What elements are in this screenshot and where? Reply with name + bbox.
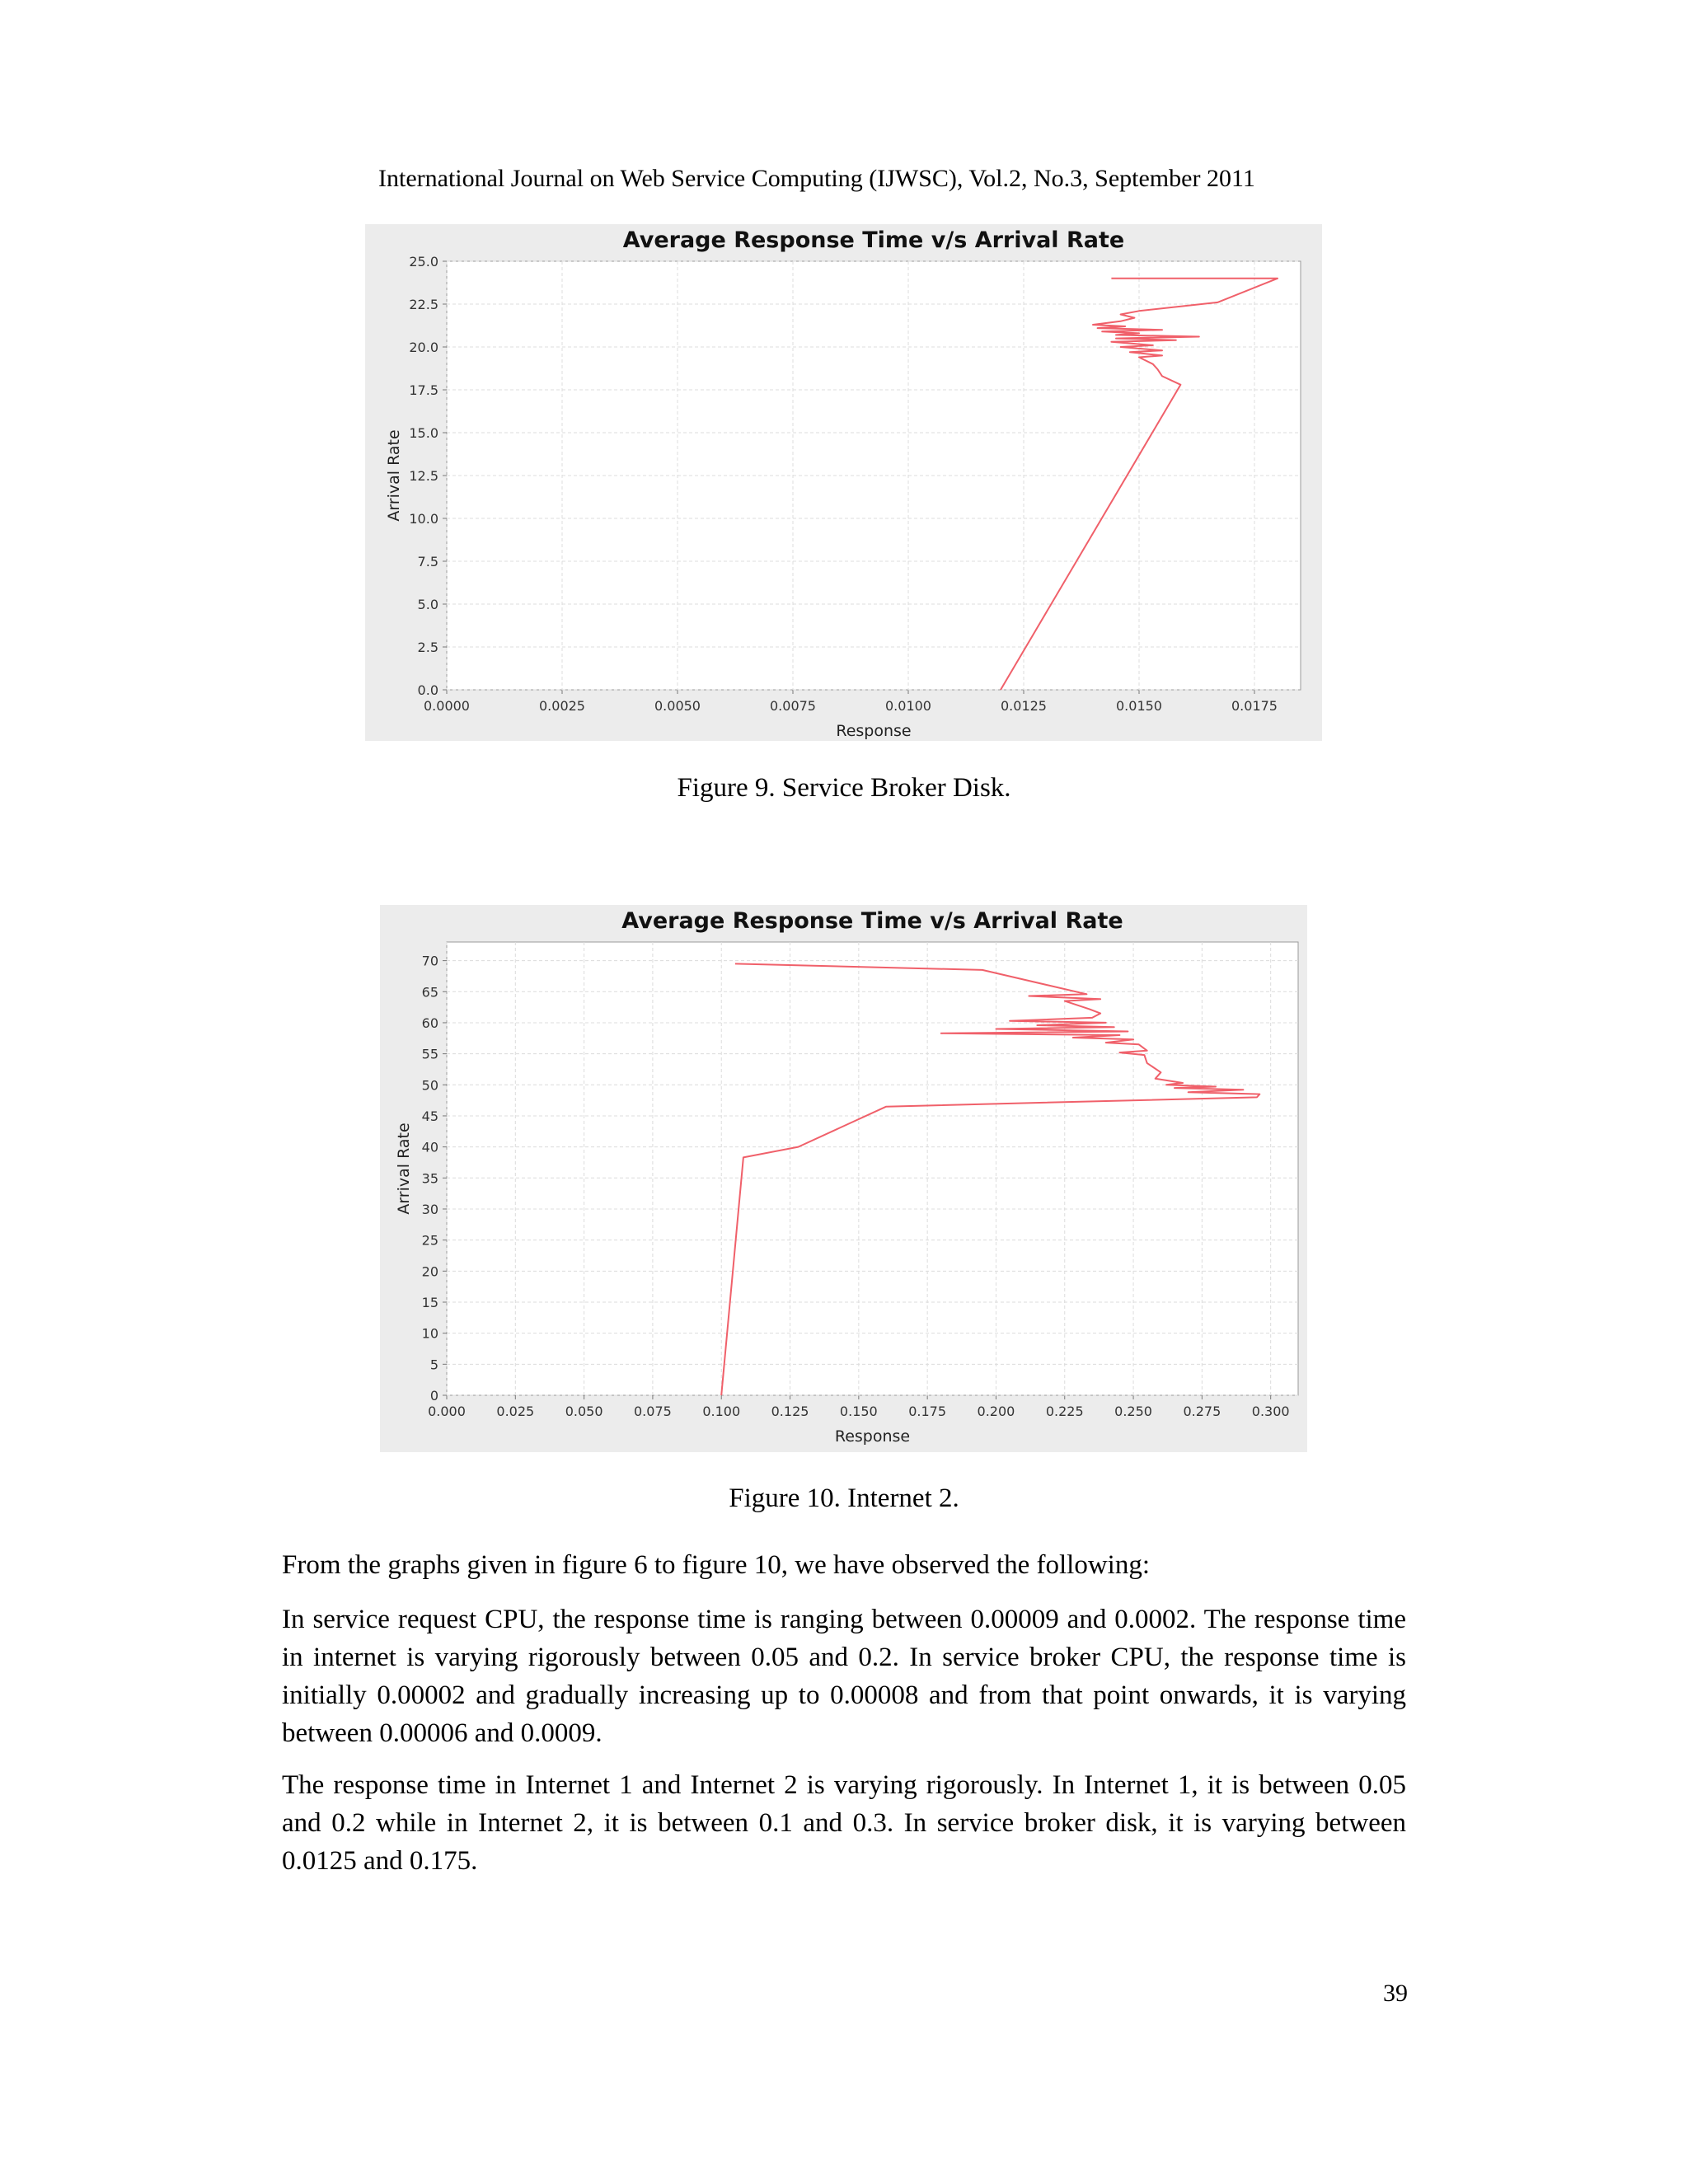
y-tick-label: 15 [421, 1294, 438, 1310]
y-tick-label: 17.5 [409, 382, 438, 398]
y-tick-label: 65 [421, 984, 438, 1001]
figure-9-chart [365, 224, 1322, 741]
x-axis-label: Response [836, 722, 912, 740]
x-axis-label: Response [834, 1427, 911, 1446]
chart-title: Average Response Time v/s Arrival Rate [622, 227, 1125, 253]
x-tick-label: 0.275 [1183, 1404, 1221, 1419]
y-tick-label: 10 [421, 1325, 438, 1342]
y-tick-label: 12.5 [409, 468, 438, 484]
y-tick-label: 70 [421, 953, 438, 969]
x-tick-label: 0.0175 [1231, 698, 1278, 714]
y-tick-label: 22.5 [409, 297, 438, 312]
y-tick-label: 30 [421, 1201, 438, 1217]
y-axis-label: Arrival Rate [395, 1122, 413, 1215]
figure-9-svg [365, 224, 1322, 741]
x-tick-label: 0.0125 [1001, 698, 1047, 714]
observation-paragraph-1: In service request CPU, the response time is ranging between 0.00009 and 0.0002. The response time in internet is varying rigorously between 0.05 and 0.2. In service broker CPU, the response time is initially 0.00002 and gradually increasing up to 0.00008 and from that point onwards, it is varying between 0.00006 and 0.0009. [282, 1605, 1406, 1748]
x-tick-label: 0.150 [839, 1404, 878, 1419]
x-tick-label: 0.0150 [1116, 698, 1162, 714]
y-tick-label: 60 [421, 1015, 438, 1031]
x-tick-label: 0.000 [428, 1404, 466, 1419]
x-tick-label: 0.025 [496, 1404, 535, 1419]
running-header: International Journal on Web Service Computing (IJWSC), Vol.2, No.3, September 2011 [378, 165, 1255, 192]
figure-10-chart [380, 905, 1307, 1452]
y-tick-label: 5.0 [417, 597, 438, 612]
observation-paragraph-2: The response time in Internet 1 and Internet 2 is varying rigorously. In Internet 1, it is between 0.05 and 0.2 while in Internet 2, it is between 0.1 and 0.3. In service broker disk, it is varying between 0.0125 and 0.175. [282, 1770, 1406, 1876]
x-tick-label: 0.125 [771, 1404, 809, 1419]
observation-intro: From the graphs given in figure 6 to figure 10, we have observed the following: [282, 1550, 1151, 1580]
y-tick-label: 40 [421, 1139, 438, 1155]
y-tick-label: 10.0 [409, 511, 438, 527]
y-tick-label: 35 [421, 1170, 438, 1187]
page-number: 39 [1383, 1980, 1408, 2007]
figure-10-caption: Figure 10. Internet 2. [729, 1483, 959, 1513]
x-tick-label: 0.0075 [770, 698, 816, 714]
y-tick-label: 7.5 [417, 554, 438, 569]
y-axis-label: Arrival Rate [385, 429, 403, 522]
x-tick-label: 0.300 [1251, 1404, 1290, 1419]
figure-10-svg [380, 905, 1307, 1452]
y-tick-label: 20 [421, 1263, 438, 1280]
x-tick-label: 0.0050 [654, 698, 701, 714]
y-tick-label: 50 [421, 1077, 438, 1094]
x-tick-label: 0.0000 [424, 698, 470, 714]
x-tick-label: 0.200 [977, 1404, 1015, 1419]
y-tick-label: 45 [421, 1108, 438, 1124]
x-tick-label: 0.250 [1114, 1404, 1152, 1419]
x-tick-label: 0.175 [908, 1404, 947, 1419]
y-tick-label: 5 [429, 1357, 438, 1373]
y-tick-label: 15.0 [409, 425, 438, 441]
y-tick-label: 25.0 [409, 254, 438, 269]
y-tick-label: 0.0 [417, 682, 438, 698]
y-tick-label: 55 [421, 1046, 438, 1062]
y-tick-label: 25 [421, 1232, 438, 1249]
x-tick-label: 0.100 [702, 1404, 741, 1419]
y-tick-label: 2.5 [417, 640, 438, 655]
y-tick-label: 0 [429, 1388, 438, 1404]
x-tick-label: 0.0100 [885, 698, 931, 714]
chart-title: Average Response Time v/s Arrival Rate [621, 908, 1123, 934]
x-tick-label: 0.225 [1045, 1404, 1084, 1419]
x-tick-label: 0.0025 [539, 698, 585, 714]
x-tick-label: 0.075 [634, 1404, 672, 1419]
plot-area [447, 942, 1298, 1395]
x-tick-label: 0.050 [565, 1404, 603, 1419]
y-tick-label: 20.0 [409, 340, 438, 355]
figure-9-caption: Figure 9. Service Broker Disk. [677, 773, 1011, 803]
